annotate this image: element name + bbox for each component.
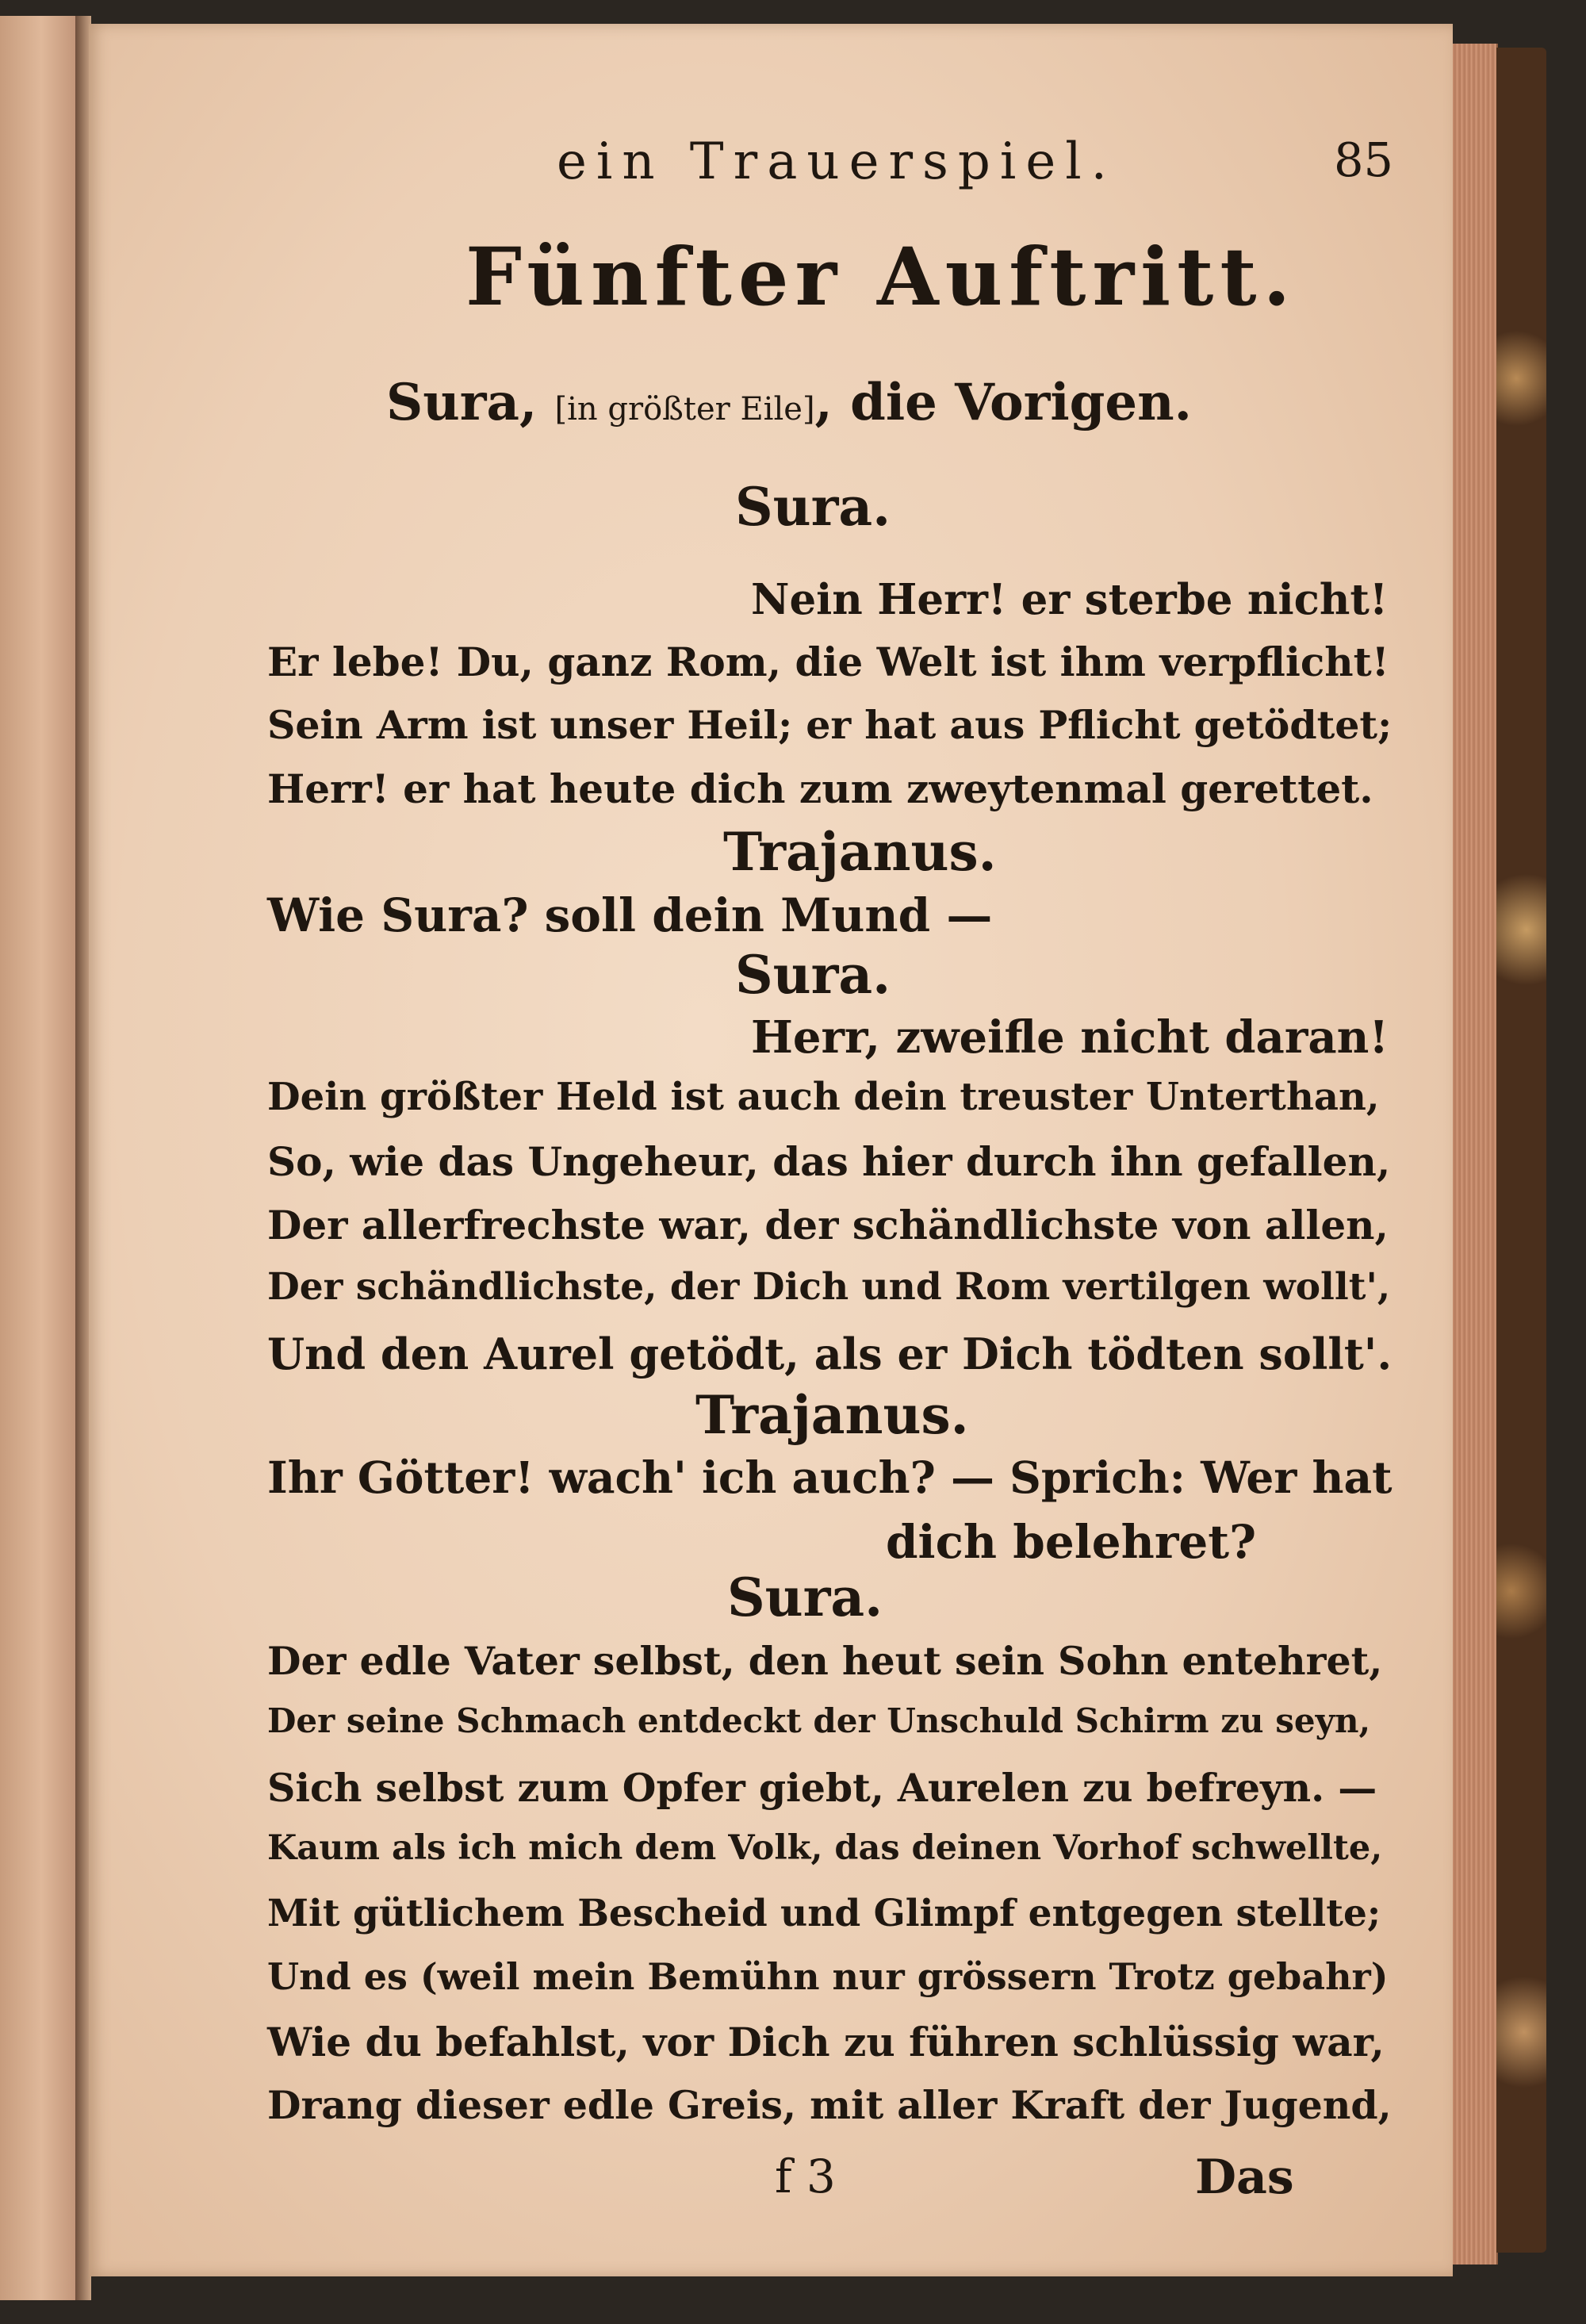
marbled-cover <box>1496 48 1546 2253</box>
page-edges <box>1453 44 1498 2265</box>
verse-line: Wie Sura? soll dein Mund — <box>267 888 993 942</box>
verse-line: dich belehret? <box>886 1515 1257 1569</box>
verse-line: Der schändlichste, der Dich und Rom vertilgen wollt', <box>267 1265 1391 1309</box>
verse-line: Drang dieser edle Greis, mit aller Kraft der Jugend, <box>267 2082 1392 2128</box>
verse-line: Und es (weil mein Bemühn nur grössern Trotz gebahr) <box>267 1955 1389 1998</box>
verse-line: So, wie das Ungeheur, das hier durch ihn gefallen, <box>267 1138 1391 1185</box>
verse-line: Der seine Schmach entdeckt der Unschuld Schirm zu seyn, <box>267 1701 1371 1740</box>
left-page-edge <box>0 16 77 2300</box>
verse-line: Mit gütlichem Bescheid und Glimpf entgegen stellte; <box>267 1892 1381 1935</box>
verse-line: Herr! er hat heute dich zum zweytenmal gerettet. <box>267 765 1373 812</box>
cast-prefix: Sura, <box>386 373 538 432</box>
verse-line: Nein Herr! er sterbe nicht! <box>751 575 1389 624</box>
speaker-label: Trajanus. <box>695 1384 969 1446</box>
verse-line: Und den Aurel getödt, als er Dich tödten sollt'. <box>267 1329 1393 1379</box>
right-page <box>89 24 1453 2276</box>
verse-line: Er lebe! Du, ganz Rom, die Welt ist ihm verpflicht! <box>267 639 1389 685</box>
signature-mark: f 3 <box>775 2150 836 2203</box>
verse-line: Sich selbst zum Opfer giebt, Aurelen zu befreyn. — <box>267 1765 1377 1811</box>
page-number: 85 <box>1334 132 1394 187</box>
speaker-label: Trajanus. <box>723 821 997 883</box>
verse-line: Ihr Götter! wach' ich auch? — Sprich: Wer hat <box>267 1452 1393 1503</box>
cast-line <box>386 373 1192 432</box>
scene-title: Fünfter Auftritt. <box>465 230 1297 324</box>
verse-line: Dein größter Held ist auch dein treuster Unterthan, <box>267 1075 1380 1119</box>
speaker-label: Sura. <box>727 1567 883 1628</box>
page-text-block <box>243 99 1393 2288</box>
verse-line: Der allerfrechste war, der schändlichste von allen, <box>267 1202 1389 1248</box>
verse-line: Wie du befahlst, vor Dich zu führen schlüssig war, <box>267 2019 1385 2065</box>
catchword: Das <box>1195 2150 1294 2205</box>
cast-stage-direction: [in größter Eile] <box>554 391 815 428</box>
speaker-label: Sura. <box>735 476 891 538</box>
verse-line: Herr, zweifle nicht daran! <box>751 1011 1389 1064</box>
running-title: ein Trauerspiel. <box>557 132 1117 191</box>
speaker-label: Sura. <box>735 944 891 1006</box>
verse-line: Kaum als ich mich dem Volk, das deinen Vorhof schwellte, <box>267 1828 1383 1868</box>
verse-line: Sein Arm ist unser Heil; er hat aus Pflicht getödtet; <box>267 702 1393 748</box>
verse-line: Der edle Vater selbst, den heut sein Sohn entehret, <box>267 1638 1383 1684</box>
cast-suffix: , die Vorigen. <box>814 373 1192 432</box>
